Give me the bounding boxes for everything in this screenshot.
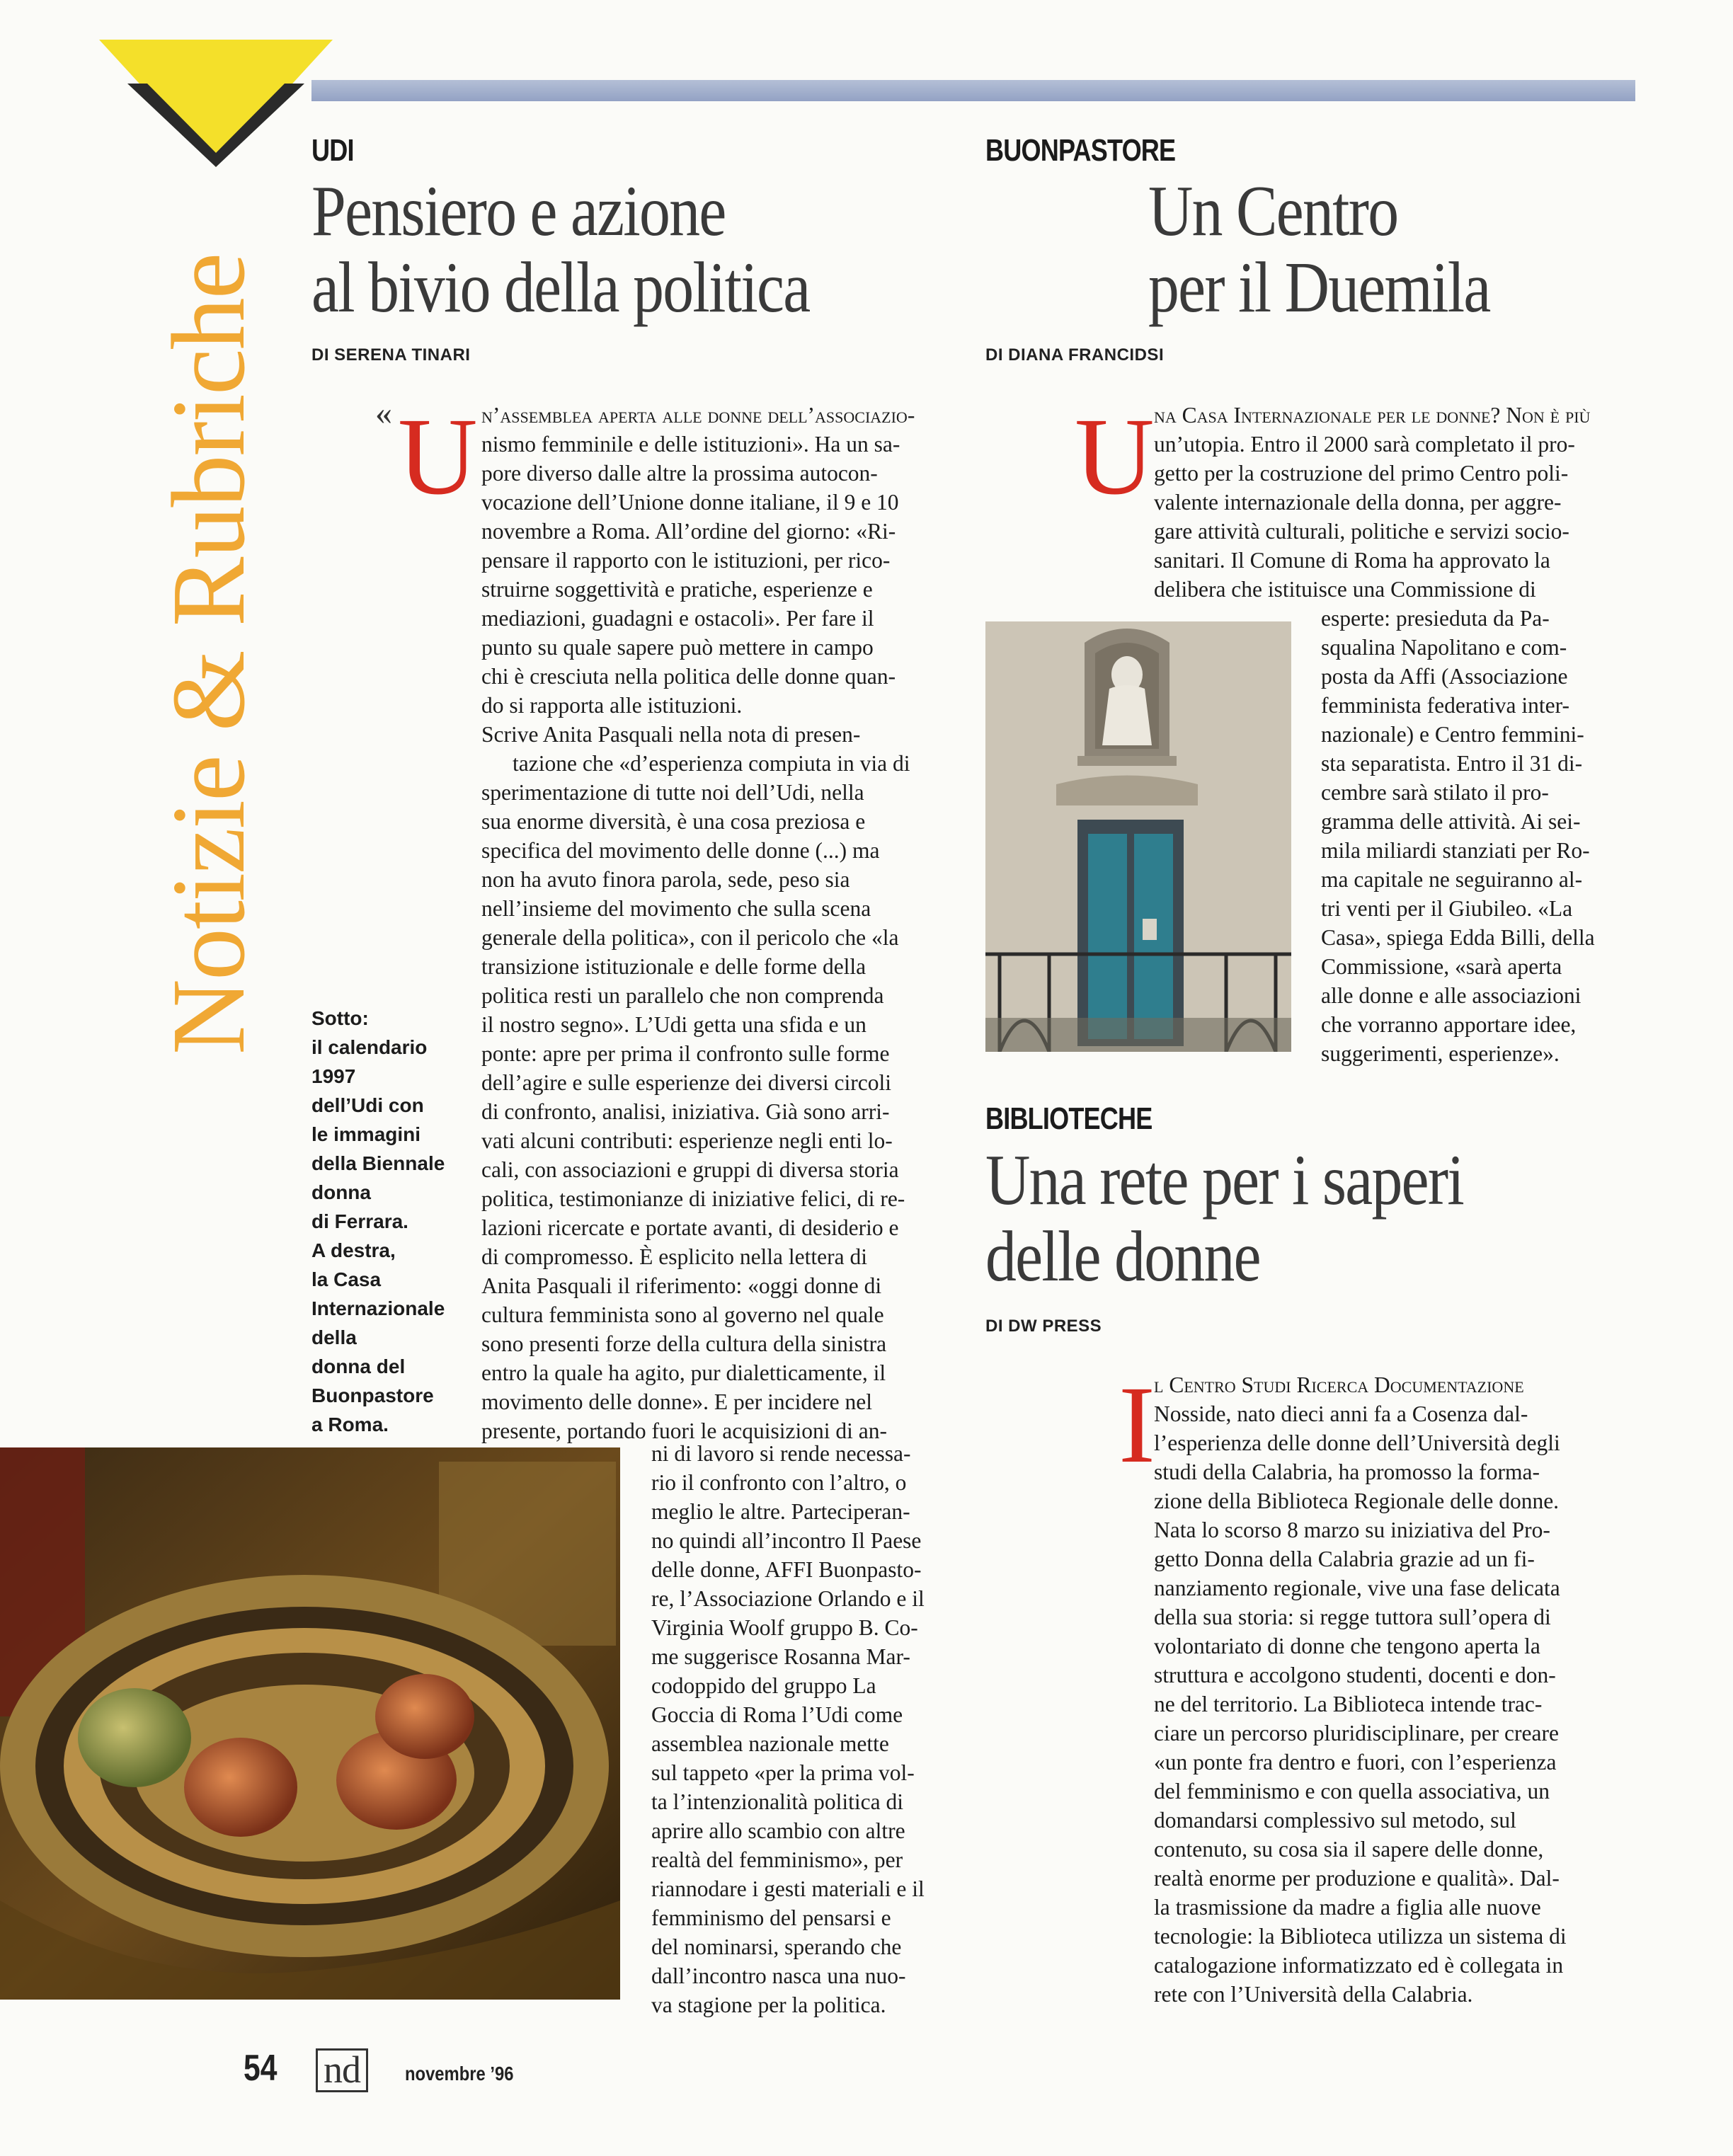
text-line: femminismo del pensarsi e [651, 1905, 891, 1930]
text-line: alle donne e alle associazioni [1321, 983, 1582, 1008]
caption-line: 1997 [311, 1065, 356, 1087]
text-line: aprire allo scambio con altre [651, 1818, 905, 1843]
udi-body-narrow [651, 1439, 957, 2019]
buonpastore-headline-line-2: per il Duemila [1148, 248, 1490, 328]
text-line: ma capitale ne seguiranno al- [1321, 867, 1583, 892]
text-line: Scrive Anita Pasquali nella nota di presen- [481, 722, 861, 747]
text-line: codoppido del gruppo La [651, 1673, 876, 1698]
caption-line: donna [311, 1181, 371, 1203]
udi-byline: DI SERENA TINARI [311, 345, 471, 365]
caption-line: il calendario [311, 1036, 428, 1058]
text-line: politica resti un parallelo che non comprenda [481, 983, 884, 1008]
page-number: 54 [244, 2048, 278, 2089]
text-line: pensare il rapporto con le istituzioni, per rico- [481, 548, 891, 573]
text-line: cultura femminista sono al governo nel quale [481, 1302, 884, 1327]
text-line: delle donne, AFFI Buonpasto- [651, 1557, 922, 1582]
text-line: della sua storia: si regge tuttora sull’opera di [1154, 1605, 1551, 1629]
text-line: specifica del movimento delle donne (...) ma [481, 838, 880, 863]
header-rule [311, 80, 1635, 101]
text-line: sperimentazione di tutte noi dell’Udi, nella [481, 780, 864, 805]
text-line: pore diverso dalle altre la prossima autocon- [481, 461, 878, 486]
text-line: assemblea nazionale mette [651, 1731, 889, 1756]
buonpastore-kicker: BUONPASTORE [985, 133, 1176, 168]
text-line: che vorranno apportare idee, [1321, 1012, 1577, 1037]
text-line: la trasmissione da madre a figlia alle nuove [1154, 1895, 1541, 1920]
text-line: Casa», spiega Edda Billi, della [1321, 925, 1595, 950]
text-line: Nosside, nato dieci anni fa a Cosenza dal- [1154, 1401, 1528, 1426]
text-line: me suggerisce Rosanna Mar- [651, 1644, 910, 1669]
text-line: n’assemblea aperta alle donne dell’associazio- [481, 403, 915, 428]
text-line: punto su quale sapere può mettere in campo [481, 635, 874, 660]
caption-line: della [311, 1326, 357, 1348]
biblioteche-headline-line-1: Una rete per i saperi [985, 1140, 1464, 1220]
text-line: del nominarsi, sperando che [651, 1934, 902, 1959]
text-line: posta da Affi (Associazione [1321, 664, 1568, 689]
text-line: nell’insieme del movimento che sulla scena [481, 896, 871, 921]
text-line: transizione istituzionale e delle forme della [481, 954, 866, 979]
text-line: squalina Napolitano e com- [1321, 635, 1567, 660]
text-line: catalogazione informatizzato ed è collegata in [1154, 1953, 1564, 1978]
text-line: sanitari. Il Comune di Roma ha approvato la [1154, 548, 1550, 573]
text-line: valente internazionale della donna, per aggre- [1154, 490, 1562, 515]
text-line: Commissione, «sarà aperta [1321, 954, 1562, 979]
text-line: meglio le altre. Parteciperan- [651, 1499, 910, 1524]
caption-line: della Biennale [311, 1152, 445, 1174]
buonpastore-body-top [1154, 401, 1628, 604]
text-line: ta l’intenzionalità politica di [651, 1789, 904, 1814]
text-line: gare attività culturali, politiche e servizi socio- [1154, 519, 1569, 544]
text-line: ni di lavoro si rende necessa- [651, 1441, 911, 1466]
caption-line: a Roma. [311, 1414, 389, 1435]
biblioteche-body [1154, 1370, 1628, 2009]
text-line: un’utopia. Entro il 2000 sarà completato il pro- [1154, 432, 1575, 457]
text-line: novembre a Roma. All’ordine del giorno: «Ri- [481, 519, 896, 544]
text-line: struirne soggettività e pratiche, esperienze e [481, 577, 873, 602]
text-line: rio il confronto con l’altro, o [651, 1470, 907, 1495]
text-line: vocazione dell’Unione donne italiane, il 9 e 10 [481, 490, 899, 515]
udi-kicker: UDI [311, 133, 354, 168]
text-line: sul tappeto «per la prima vol- [651, 1760, 915, 1785]
udi-headline [311, 173, 920, 326]
text-line: nanziamento regionale, vive una fase delicata [1154, 1576, 1560, 1600]
text-line: «un ponte fra dentro e fuori, con l’esperienza [1154, 1750, 1557, 1774]
text-line: riannodare i gesti materiali e il [651, 1876, 925, 1901]
text-line: cembre sarà stilato il pro- [1321, 780, 1549, 805]
text-line: tecnologie: la Biblioteca utilizza un sistema di [1154, 1924, 1567, 1949]
text-line: getto Donna della Calabria grazie ad un fi- [1154, 1547, 1535, 1571]
caption-line: Sotto: [311, 1007, 369, 1029]
text-line: volontariato di donne che tengono aperta la [1154, 1634, 1540, 1658]
text-line: no quindi all’incontro Il Paese [651, 1528, 922, 1553]
caption-line: Buonpastore [311, 1384, 434, 1406]
udi-body-wide [481, 401, 957, 1445]
caption-line: A destra, [311, 1239, 396, 1261]
buonpastore-byline: DI DIANA FRANCIDSI [985, 345, 1165, 365]
text-line: vati alcuni contributi: esperienze negli enti lo- [481, 1128, 893, 1153]
caption-line: le immagini [311, 1123, 421, 1145]
corner-triangle-logo [99, 40, 340, 181]
text-line: getto per la costruzione del primo Centro poli- [1154, 461, 1569, 486]
text-line: nismo femminile e delle istituzioni». Ha un sa- [481, 432, 900, 457]
text-line: va stagione per la politica. [651, 1992, 886, 2017]
text-line: suggerimenti, esperienze». [1321, 1041, 1560, 1066]
text-line: ponte: apre per prima il confronto sulle forme [481, 1041, 890, 1066]
photo-caption [311, 1004, 481, 1439]
text-line: di compromesso. È esplicito nella lettera di [481, 1244, 867, 1269]
text-line: contenuto, su cosa sia il sapere delle donne, [1154, 1837, 1544, 1862]
buonpastore-dropcap: U [1075, 395, 1155, 517]
text-line: del femminismo e con quella associativa, un [1154, 1779, 1550, 1804]
text-line: rete con l’Università della Calabria. [1154, 1982, 1473, 2007]
painting-image [0, 1447, 620, 2000]
text-line: cali, con associazioni e gruppi di diversa storia [481, 1157, 899, 1182]
text-line: na Casa Internazionale per le donne? Non è più [1154, 403, 1591, 428]
caption-line: Internazionale [311, 1297, 445, 1319]
section-title: Notizie & Rubriche [151, 253, 267, 1055]
text-line: chi è cresciuta nella politica delle donne quan- [481, 664, 896, 689]
caption-line: donna del [311, 1355, 406, 1377]
text-line: l’esperienza delle donne dell’Università degli [1154, 1430, 1560, 1455]
text-line: entro la quale ha agito, pur dialetticamente, il [481, 1360, 886, 1385]
buonpastore-headline-line-1: Un Centro [1148, 171, 1398, 251]
buonpastore-headline [1148, 173, 1635, 326]
text-line: dell’agire e sulle esperienze dei diversi circoli [481, 1070, 891, 1095]
text-line: realtà enorme per produzione e qualità». Dal- [1154, 1866, 1560, 1891]
text-line: do si rapporta alle istituzioni. [481, 693, 743, 718]
text-line: mila miliardi stanziati per Ro- [1321, 838, 1590, 863]
text-line: sta separatista. Entro il 31 di- [1321, 751, 1583, 776]
text-line: mediazioni, guadagni e ostacoli». Per fare il [481, 606, 874, 631]
text-line: sua enorme diversità, è una cosa preziosa e [481, 809, 866, 834]
biblioteche-headline-line-2: delle donne [985, 1217, 1260, 1297]
text-line: Nata lo scorso 8 marzo su iniziativa del Pro- [1154, 1518, 1550, 1542]
buonpastore-body-side [1321, 604, 1628, 1068]
building-photo [985, 621, 1291, 1052]
text-line: studi della Calabria, ha promosso la forma- [1154, 1460, 1540, 1484]
text-line: politica, testimonianze di iniziative felici, di re- [481, 1186, 905, 1211]
text-line: zione della Biblioteca Regionale delle donne. [1154, 1489, 1560, 1513]
text-line: tazione che «d’esperienza compiuta in via di [513, 751, 910, 776]
text-line: struttura e accolgono studenti, docenti e don- [1154, 1663, 1556, 1687]
caption-line: la Casa [311, 1268, 382, 1290]
biblioteche-kicker: BIBLIOTECHE [985, 1101, 1153, 1136]
text-line: domandarsi complessivo sul metodo, sul [1154, 1808, 1516, 1833]
text-line: sono presenti forze della cultura della sinistra [481, 1331, 887, 1356]
text-line: gramma delle attività. Ai sei- [1321, 809, 1581, 834]
text-line: il nostro segno». L’Udi getta una sfida e un [481, 1012, 866, 1037]
text-line: ne del territorio. La Biblioteca intende trac- [1154, 1692, 1543, 1716]
text-line: generale della politica», con il pericolo che «la [481, 925, 899, 950]
text-line: di confronto, analisi, iniziativa. Già sono arri- [481, 1099, 890, 1124]
udi-headline-line-1: Pensiero e azione [311, 171, 726, 251]
text-line: movimento delle donne». E per incidere nel [481, 1389, 872, 1414]
caption-line: di Ferrara. [311, 1210, 408, 1232]
text-line: tri venti per il Giubileo. «La [1321, 896, 1573, 921]
issue-date: novembre ’96 [405, 2063, 514, 2085]
text-line: realtà del femminismo», per [651, 1847, 903, 1872]
text-line: nazionale) e Centro femmini- [1321, 722, 1584, 747]
text-line: Goccia di Roma l’Udi come [651, 1702, 903, 1727]
text-line: Virginia Woolf gruppo B. Co- [651, 1615, 918, 1640]
text-line: lazioni ricercate e portate avanti, di desiderio e [481, 1215, 899, 1240]
biblioteche-byline: DI DW PRESS [985, 1317, 1102, 1336]
text-line: l Centro Studi Ricerca Documentazione [1154, 1372, 1524, 1397]
text-line: Anita Pasquali il riferimento: «oggi donne di [481, 1273, 882, 1298]
text-line: presente, portando fuori le acquisizioni di an- [481, 1418, 887, 1443]
text-line: ciare un percorso pluridisciplinare, per creare [1154, 1721, 1559, 1745]
text-line: femminista federativa inter- [1321, 693, 1569, 718]
magazine-logo: nd [316, 2048, 368, 2092]
text-line: non ha avuto finora parola, sede, peso sia [481, 867, 850, 892]
caption-line: dell’Udi con [311, 1094, 424, 1116]
text-line: re, l’Associazione Orlando e il [651, 1586, 925, 1611]
udi-headline-line-2: al bivio della politica [311, 248, 810, 328]
text-line: delibera che istituisce una Commissione di [1154, 577, 1536, 602]
biblioteche-headline [985, 1142, 1594, 1295]
text-line: esperte: presieduta da Pa- [1321, 606, 1550, 631]
biblioteche-dropcap: I [1119, 1363, 1155, 1486]
text-line: dall’incontro nasca una nuo- [651, 1963, 906, 1988]
udi-open-quote: « [375, 394, 392, 432]
udi-dropcap: U [398, 395, 478, 517]
